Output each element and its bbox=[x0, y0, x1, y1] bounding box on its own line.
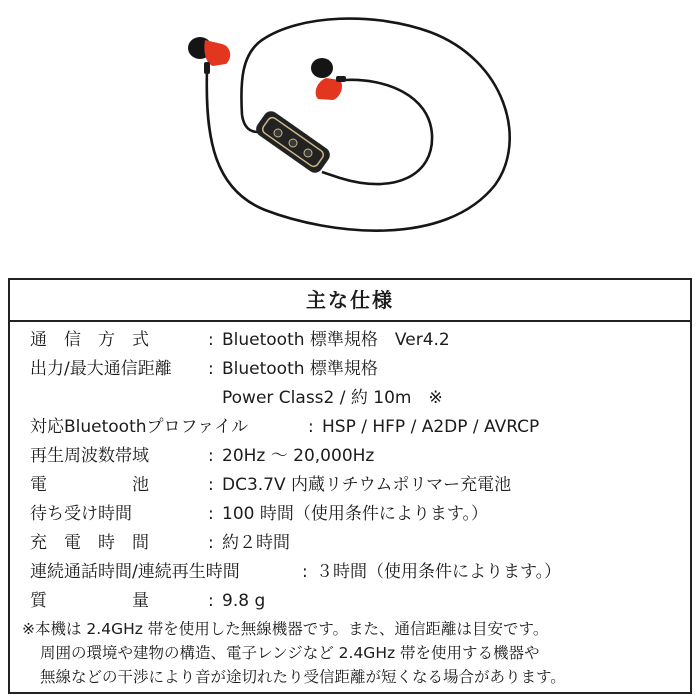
spec-value: Bluetooth 標準規格 bbox=[222, 359, 378, 379]
spec-row-battery bbox=[30, 471, 511, 499]
spec-label: 質 量 bbox=[30, 591, 149, 611]
spec-colon: : bbox=[302, 562, 308, 582]
spec-value: DC3.7V 内蔵リチウムポリマー充電池 bbox=[222, 475, 512, 495]
product-photo bbox=[0, 0, 700, 270]
spec-note: 無線などの干渉により音が途切れたり受信距離が短くなる場合があります。 bbox=[40, 668, 566, 686]
spec-value: ３時間（使用条件によります。） bbox=[316, 562, 562, 582]
spec-colon: : bbox=[208, 359, 214, 379]
spec-label: 電 池 bbox=[30, 475, 149, 495]
spec-value: 9.8 g bbox=[222, 591, 266, 611]
spec-row-communication bbox=[30, 326, 450, 354]
spec-colon: : bbox=[208, 591, 214, 611]
spec-label: 充 電 時 間 bbox=[30, 533, 149, 553]
spec-label: 通 信 方 式 bbox=[30, 330, 149, 350]
spec-label: 対応Bluetoothプロファイル bbox=[30, 417, 249, 437]
spec-colon: : bbox=[208, 475, 214, 495]
spec-row-output bbox=[30, 355, 378, 383]
spec-value: HSP / HFP / A2DP / AVRCP bbox=[322, 417, 540, 437]
spec-row-output-cont bbox=[222, 384, 443, 412]
spec-value: 約２時間 bbox=[222, 533, 290, 553]
spec-box bbox=[8, 278, 692, 694]
spec-row-standby bbox=[30, 500, 488, 528]
earphone-cable-remote bbox=[242, 115, 258, 132]
earphone-left-icon bbox=[188, 37, 230, 74]
spec-value: 100 時間（使用条件によります。） bbox=[222, 504, 488, 524]
spec-label: 待ち受け時間 bbox=[30, 504, 132, 524]
spec-note: ※本機は 2.4GHz 帯を使用した無線機器です。また、通信距離は目安です。 bbox=[22, 620, 549, 638]
spec-label: 連続通話時間/連続再生時間 bbox=[30, 562, 240, 582]
earphone-cable-loop bbox=[207, 19, 510, 231]
spec-label: 出力/最大通信距離 bbox=[30, 359, 172, 379]
spec-value: Power Class2 / 約 10m ※ bbox=[222, 388, 443, 408]
spec-colon: : bbox=[208, 330, 214, 350]
earphone-right-icon bbox=[311, 58, 346, 100]
spec-colon: : bbox=[208, 446, 214, 466]
spec-title: 主な仕様 bbox=[10, 280, 690, 322]
spec-label: 再生周波数帯域 bbox=[30, 446, 149, 466]
spec-colon: : bbox=[208, 533, 214, 553]
spec-row-charge bbox=[30, 529, 290, 557]
spec-row-continuous bbox=[30, 558, 561, 586]
spec-row-frequency bbox=[30, 442, 374, 470]
spec-colon: : bbox=[308, 417, 314, 437]
spec-value: 20Hz ～ 20,000Hz bbox=[222, 446, 375, 466]
spec-row-profile bbox=[30, 413, 539, 441]
spec-value: Bluetooth 標準規格 Ver4.2 bbox=[222, 330, 450, 350]
spec-colon: : bbox=[208, 504, 214, 524]
spec-row-weight bbox=[30, 587, 265, 615]
remote-control-icon bbox=[253, 108, 333, 176]
spec-note: 周囲の環境や建物の構造、電子レンジなど 2.4GHz 帯を使用する機器や bbox=[40, 644, 540, 662]
